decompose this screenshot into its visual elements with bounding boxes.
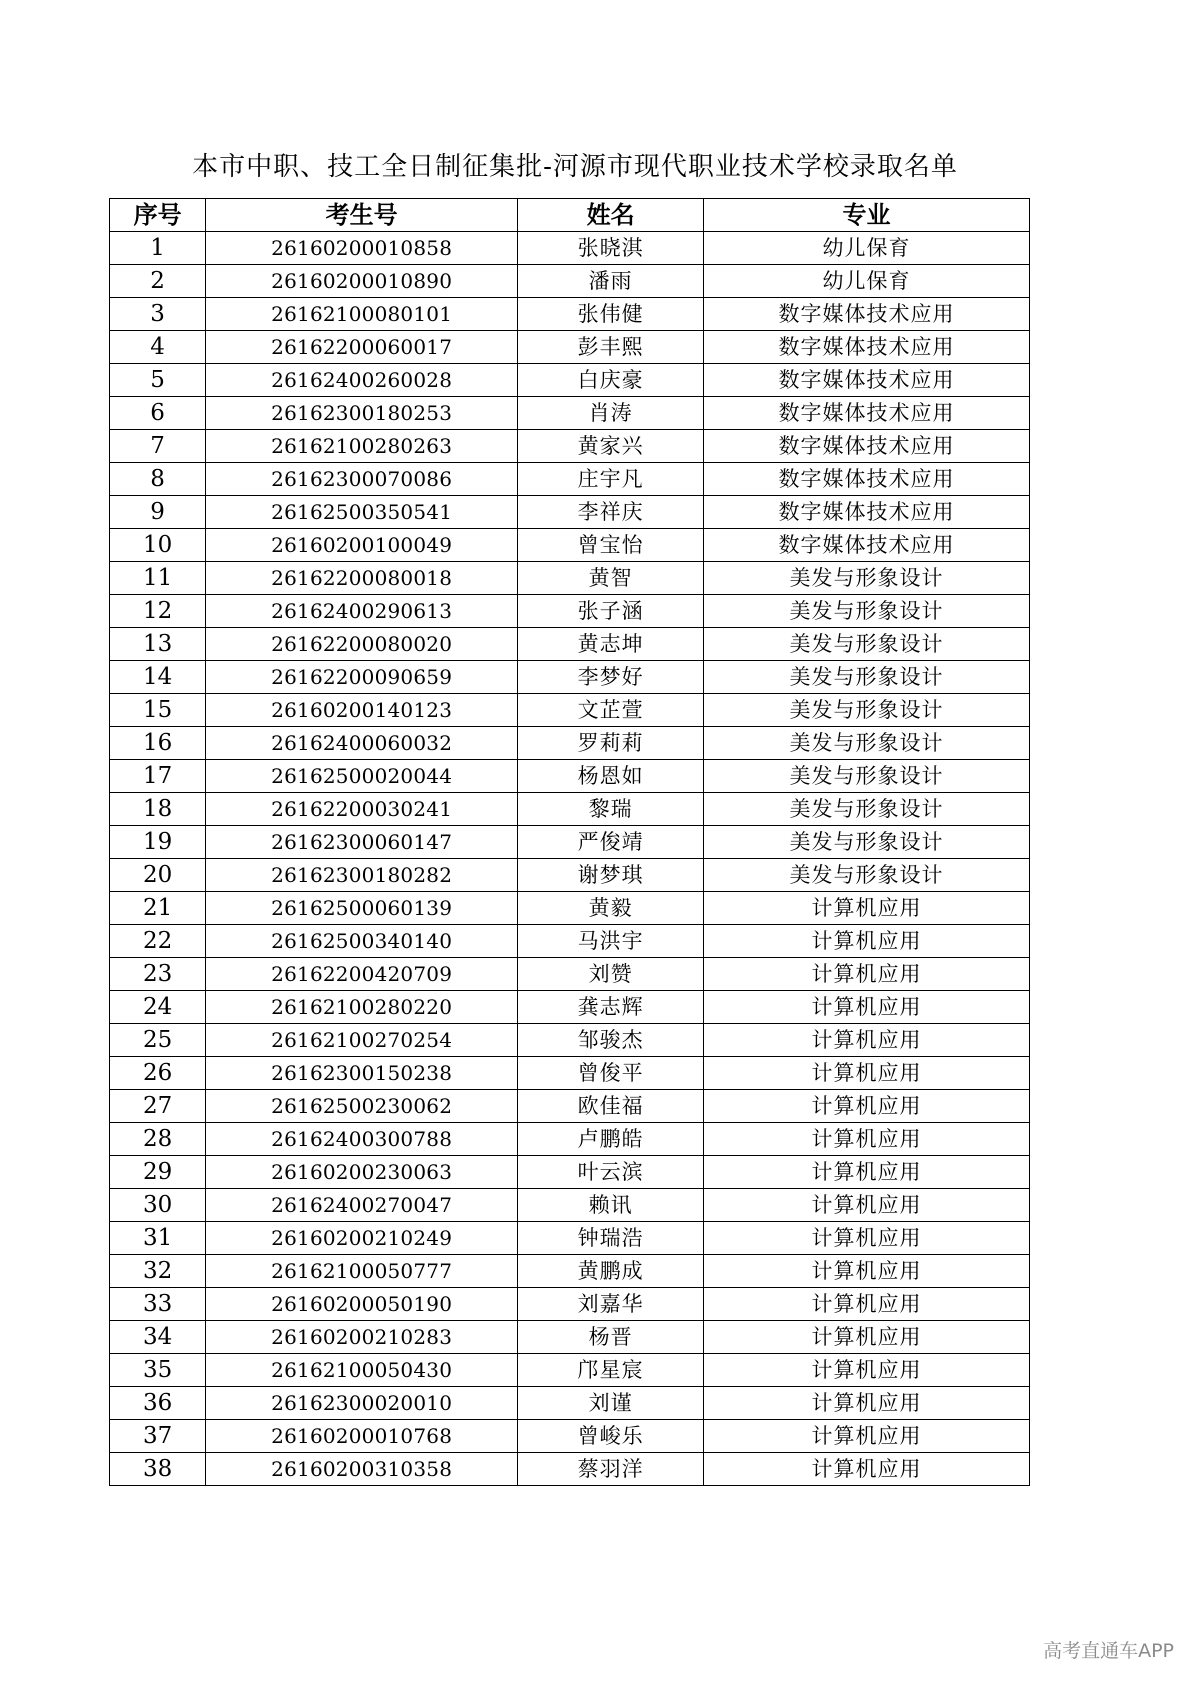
cell-major: 计算机应用: [704, 1222, 1030, 1255]
cell-exam-id: 26162500020044: [206, 760, 518, 793]
cell-name: 叶云滨: [518, 1156, 704, 1189]
cell-seq: 30: [110, 1189, 206, 1222]
table-row: [110, 628, 1030, 661]
cell-exam-id: 26162300180282: [206, 859, 518, 892]
cell-seq: 36: [110, 1387, 206, 1420]
cell-name: 潘雨: [518, 265, 704, 298]
cell-exam-id: 26162200080020: [206, 628, 518, 661]
cell-name: 谢梦琪: [518, 859, 704, 892]
cell-seq: 13: [110, 628, 206, 661]
cell-exam-id: 26162500350541: [206, 496, 518, 529]
cell-seq: 21: [110, 892, 206, 925]
cell-seq: 23: [110, 958, 206, 991]
table-row: [110, 1123, 1030, 1156]
cell-exam-id: 26162100270254: [206, 1024, 518, 1057]
cell-name: 张晓淇: [518, 232, 704, 265]
cell-name: 曾峻乐: [518, 1420, 704, 1453]
cell-name: 彭丰熙: [518, 331, 704, 364]
cell-major: 计算机应用: [704, 892, 1030, 925]
table-row: [110, 463, 1030, 496]
cell-major: 幼儿保育: [704, 232, 1030, 265]
cell-seq: 27: [110, 1090, 206, 1123]
header-seq: 序号: [110, 199, 206, 232]
cell-exam-id: 26162200080018: [206, 562, 518, 595]
cell-seq: 7: [110, 430, 206, 463]
cell-exam-id: 26160200010768: [206, 1420, 518, 1453]
table-row: [110, 562, 1030, 595]
cell-major: 数字媒体技术应用: [704, 397, 1030, 430]
cell-exam-id: 26160200210283: [206, 1321, 518, 1354]
cell-name: 刘谨: [518, 1387, 704, 1420]
cell-major: 数字媒体技术应用: [704, 331, 1030, 364]
table-row: [110, 1387, 1030, 1420]
cell-major: 计算机应用: [704, 1321, 1030, 1354]
cell-seq: 14: [110, 661, 206, 694]
cell-major: 数字媒体技术应用: [704, 430, 1030, 463]
table-row: [110, 991, 1030, 1024]
cell-name: 黄鹏成: [518, 1255, 704, 1288]
cell-name: 杨晋: [518, 1321, 704, 1354]
admission-table: [109, 198, 1030, 1486]
table-header-row: [110, 199, 1030, 232]
table-row: [110, 529, 1030, 562]
table-row: [110, 1288, 1030, 1321]
table-row: [110, 298, 1030, 331]
cell-name: 邹骏杰: [518, 1024, 704, 1057]
cell-name: 赖讯: [518, 1189, 704, 1222]
cell-exam-id: 26162200060017: [206, 331, 518, 364]
table-row: [110, 1354, 1030, 1387]
cell-exam-id: 26162400300788: [206, 1123, 518, 1156]
cell-name: 张伟健: [518, 298, 704, 331]
cell-exam-id: 26162200090659: [206, 661, 518, 694]
cell-exam-id: 26162300150238: [206, 1057, 518, 1090]
cell-name: 刘嘉华: [518, 1288, 704, 1321]
cell-major: 计算机应用: [704, 1024, 1030, 1057]
header-exam-id: 考生号: [206, 199, 518, 232]
cell-name: 蔡羽洋: [518, 1453, 704, 1486]
cell-name: 李梦好: [518, 661, 704, 694]
cell-seq: 24: [110, 991, 206, 1024]
cell-name: 张子涵: [518, 595, 704, 628]
table-row: [110, 1255, 1030, 1288]
cell-major: 美发与形象设计: [704, 760, 1030, 793]
cell-seq: 19: [110, 826, 206, 859]
header-major: 专业: [704, 199, 1030, 232]
cell-major: 美发与形象设计: [704, 859, 1030, 892]
table-row: [110, 727, 1030, 760]
cell-major: 计算机应用: [704, 1453, 1030, 1486]
cell-major: 计算机应用: [704, 1189, 1030, 1222]
cell-exam-id: 26162100080101: [206, 298, 518, 331]
table-row: [110, 331, 1030, 364]
cell-exam-id: 26162200420709: [206, 958, 518, 991]
cell-name: 李祥庆: [518, 496, 704, 529]
cell-seq: 37: [110, 1420, 206, 1453]
cell-major: 数字媒体技术应用: [704, 496, 1030, 529]
cell-major: 计算机应用: [704, 1420, 1030, 1453]
cell-major: 计算机应用: [704, 1090, 1030, 1123]
cell-exam-id: 26162100280263: [206, 430, 518, 463]
cell-seq: 33: [110, 1288, 206, 1321]
cell-name: 钟瑞浩: [518, 1222, 704, 1255]
cell-seq: 29: [110, 1156, 206, 1189]
cell-major: 数字媒体技术应用: [704, 529, 1030, 562]
cell-exam-id: 26162300070086: [206, 463, 518, 496]
cell-exam-id: 26160200100049: [206, 529, 518, 562]
cell-major: 美发与形象设计: [704, 727, 1030, 760]
table-row: [110, 859, 1030, 892]
table-row: [110, 364, 1030, 397]
cell-name: 庄宇凡: [518, 463, 704, 496]
cell-seq: 38: [110, 1453, 206, 1486]
cell-name: 龚志辉: [518, 991, 704, 1024]
cell-major: 数字媒体技术应用: [704, 463, 1030, 496]
cell-seq: 28: [110, 1123, 206, 1156]
cell-name: 欧佳福: [518, 1090, 704, 1123]
cell-major: 计算机应用: [704, 1057, 1030, 1090]
cell-major: 美发与形象设计: [704, 694, 1030, 727]
table-row: [110, 793, 1030, 826]
cell-major: 美发与形象设计: [704, 793, 1030, 826]
cell-name: 马洪宇: [518, 925, 704, 958]
table-row: [110, 595, 1030, 628]
cell-seq: 32: [110, 1255, 206, 1288]
cell-exam-id: 26162100280220: [206, 991, 518, 1024]
cell-name: 邝星宸: [518, 1354, 704, 1387]
cell-seq: 2: [110, 265, 206, 298]
table-row: [110, 1156, 1030, 1189]
cell-major: 计算机应用: [704, 1288, 1030, 1321]
cell-seq: 16: [110, 727, 206, 760]
table-row: [110, 496, 1030, 529]
table-row: [110, 760, 1030, 793]
cell-name: 严俊靖: [518, 826, 704, 859]
table-row: [110, 826, 1030, 859]
cell-major: 计算机应用: [704, 925, 1030, 958]
cell-major: 计算机应用: [704, 1123, 1030, 1156]
cell-seq: 3: [110, 298, 206, 331]
cell-name: 刘赞: [518, 958, 704, 991]
header-name: 姓名: [518, 199, 704, 232]
cell-name: 白庆豪: [518, 364, 704, 397]
cell-name: 杨恩如: [518, 760, 704, 793]
table-row: [110, 892, 1030, 925]
cell-major: 美发与形象设计: [704, 826, 1030, 859]
cell-exam-id: 26160200010858: [206, 232, 518, 265]
cell-seq: 4: [110, 331, 206, 364]
table-row: [110, 397, 1030, 430]
cell-name: 黄智: [518, 562, 704, 595]
cell-exam-id: 26162100050777: [206, 1255, 518, 1288]
cell-seq: 26: [110, 1057, 206, 1090]
cell-major: 计算机应用: [704, 1255, 1030, 1288]
table-row: [110, 1024, 1030, 1057]
cell-major: 计算机应用: [704, 1387, 1030, 1420]
cell-major: 计算机应用: [704, 1354, 1030, 1387]
table-row: [110, 430, 1030, 463]
cell-seq: 31: [110, 1222, 206, 1255]
table-body: [110, 232, 1030, 1486]
cell-exam-id: 26160200210249: [206, 1222, 518, 1255]
cell-name: 曾俊平: [518, 1057, 704, 1090]
cell-exam-id: 26160200140123: [206, 694, 518, 727]
table-row: [110, 232, 1030, 265]
table-row: [110, 1057, 1030, 1090]
cell-seq: 34: [110, 1321, 206, 1354]
table-row: [110, 1420, 1030, 1453]
cell-major: 计算机应用: [704, 1156, 1030, 1189]
cell-exam-id: 26162400260028: [206, 364, 518, 397]
cell-seq: 6: [110, 397, 206, 430]
cell-seq: 1: [110, 232, 206, 265]
cell-seq: 25: [110, 1024, 206, 1057]
table-row: [110, 1453, 1030, 1486]
table-row: [110, 958, 1030, 991]
cell-exam-id: 26162400270047: [206, 1189, 518, 1222]
cell-exam-id: 26162400290613: [206, 595, 518, 628]
cell-seq: 22: [110, 925, 206, 958]
cell-seq: 11: [110, 562, 206, 595]
table-row: [110, 694, 1030, 727]
cell-name: 卢鹏皓: [518, 1123, 704, 1156]
cell-major: 幼儿保育: [704, 265, 1030, 298]
watermark: 高考直通车APP: [1043, 1640, 1174, 1662]
cell-major: 美发与形象设计: [704, 562, 1030, 595]
cell-name: 黄家兴: [518, 430, 704, 463]
table-row: [110, 1090, 1030, 1123]
cell-major: 计算机应用: [704, 991, 1030, 1024]
cell-exam-id: 26162300060147: [206, 826, 518, 859]
cell-exam-id: 26160200050190: [206, 1288, 518, 1321]
cell-major: 美发与形象设计: [704, 595, 1030, 628]
table-row: [110, 265, 1030, 298]
cell-seq: 8: [110, 463, 206, 496]
cell-exam-id: 26162500060139: [206, 892, 518, 925]
cell-seq: 15: [110, 694, 206, 727]
table-row: [110, 1222, 1030, 1255]
cell-exam-id: 26160200230063: [206, 1156, 518, 1189]
cell-exam-id: 26162400060032: [206, 727, 518, 760]
cell-seq: 10: [110, 529, 206, 562]
cell-seq: 20: [110, 859, 206, 892]
table-row: [110, 661, 1030, 694]
cell-exam-id: 26160200010890: [206, 265, 518, 298]
cell-seq: 18: [110, 793, 206, 826]
cell-major: 计算机应用: [704, 958, 1030, 991]
cell-major: 美发与形象设计: [704, 628, 1030, 661]
cell-major: 数字媒体技术应用: [704, 298, 1030, 331]
table-row: [110, 925, 1030, 958]
cell-seq: 5: [110, 364, 206, 397]
table-row: [110, 1189, 1030, 1222]
cell-seq: 17: [110, 760, 206, 793]
cell-name: 曾宝怡: [518, 529, 704, 562]
cell-seq: 35: [110, 1354, 206, 1387]
cell-name: 黎瑞: [518, 793, 704, 826]
page-title: 本市中职、技工全日制征集批-河源市现代职业技术学校录取名单: [192, 152, 958, 182]
cell-major: 美发与形象设计: [704, 661, 1030, 694]
cell-exam-id: 26162200030241: [206, 793, 518, 826]
cell-seq: 9: [110, 496, 206, 529]
cell-name: 黄毅: [518, 892, 704, 925]
cell-name: 文芷萱: [518, 694, 704, 727]
cell-exam-id: 26162300180253: [206, 397, 518, 430]
table-row: [110, 1321, 1030, 1354]
cell-exam-id: 26162500230062: [206, 1090, 518, 1123]
cell-major: 数字媒体技术应用: [704, 364, 1030, 397]
cell-exam-id: 26160200310358: [206, 1453, 518, 1486]
cell-name: 黄志坤: [518, 628, 704, 661]
cell-exam-id: 26162100050430: [206, 1354, 518, 1387]
cell-seq: 12: [110, 595, 206, 628]
cell-exam-id: 26162500340140: [206, 925, 518, 958]
cell-name: 罗莉莉: [518, 727, 704, 760]
cell-name: 肖涛: [518, 397, 704, 430]
cell-exam-id: 26162300020010: [206, 1387, 518, 1420]
